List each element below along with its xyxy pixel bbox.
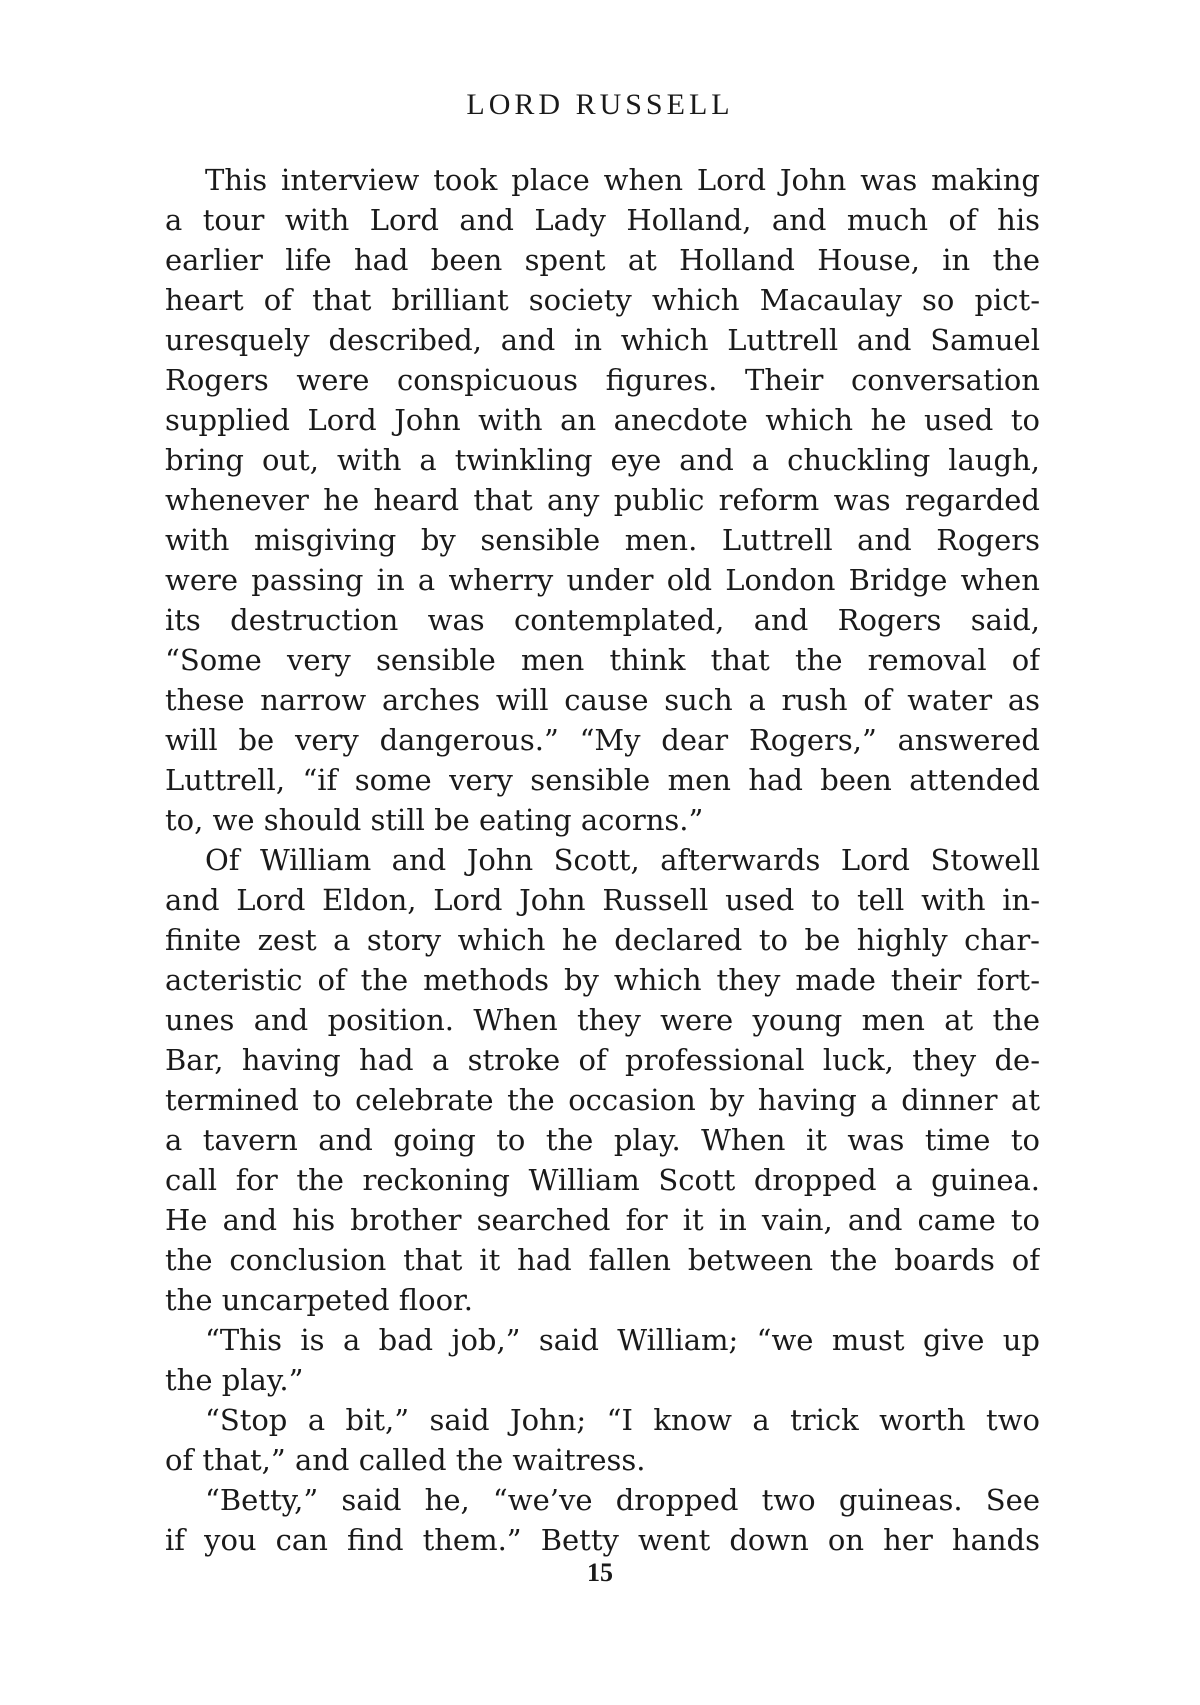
text-line: Of William and John Scott, afterwards Lord Stowell (205, 843, 1040, 877)
text-line: a tavern and going to the play. When it was time to (165, 1123, 1040, 1157)
paragraph-4 (165, 1400, 1040, 1480)
text-line: “Some very sensible men think that the removal of (165, 643, 1040, 677)
text-line: the uncarpeted floor. (165, 1283, 473, 1317)
page-number: 15 (587, 1558, 613, 1587)
text-line: with misgiving by sensible men. Luttrell and Rogers (165, 523, 1040, 557)
paragraph-3 (165, 1320, 1040, 1400)
text-line: of that,” and called the waitress. (165, 1443, 646, 1477)
text-line: a tour with Lord and Lady Holland, and much of his (165, 203, 1040, 237)
paragraph-1 (165, 160, 1040, 840)
text-line: “Betty,” said he, “we’ve dropped two guineas. See (205, 1483, 1040, 1517)
text-line: these narrow arches will cause such a rush of water as (165, 683, 1040, 717)
text-line: unes and position. When they were young men at the (165, 1003, 1040, 1037)
text-line: its destruction was contemplated, and Rogers said, (165, 603, 1040, 637)
text-line: will be very dangerous.” “My dear Rogers,” answered (165, 723, 1040, 757)
text-line: whenever he heard that any public reform was regarded (165, 483, 1040, 517)
text-line: call for the reckoning William Scott dropped a guinea. (165, 1163, 1040, 1197)
text-line: “This is a bad job,” said William; “we must give up (205, 1323, 1040, 1357)
text-line: to, we should still be eating acorns.” (165, 803, 704, 837)
paragraph-2 (165, 840, 1040, 1320)
text-line: the conclusion that it had fallen between the boards of (165, 1243, 1040, 1277)
text-line: termined to celebrate the occasion by having a dinner at (165, 1083, 1040, 1117)
text-line: Rogers were conspicuous figures. Their conversation (165, 363, 1040, 397)
running-title: LORD RUSSELL (466, 88, 734, 121)
text-line: were passing in a wherry under old London Bridge when (165, 563, 1040, 597)
text-line: Bar, having had a stroke of professional luck, they de- (165, 1043, 1040, 1077)
text-line: bring out, with a twinkling eye and a chuckling laugh, (165, 443, 1040, 477)
text-line: if you can find them.” Betty went down on her hands (165, 1523, 1040, 1557)
text-line: heart of that brilliant society which Macaulay so pict- (165, 283, 1040, 317)
text-line: the play.” (165, 1363, 304, 1397)
text-line: “Stop a bit,” said John; “I know a trick worth two (205, 1403, 1040, 1437)
text-line: uresquely described, and in which Luttrell and Samuel (165, 323, 1040, 357)
paragraph-5 (165, 1480, 1040, 1560)
text-line: This interview took place when Lord John was making (205, 163, 1040, 197)
body-text (165, 160, 1040, 1560)
text-line: supplied Lord John with an anecdote which he used to (165, 403, 1040, 437)
text-line: earlier life had been spent at Holland House, in the (165, 243, 1040, 277)
text-line: Luttrell, “if some very sensible men had been attended (165, 763, 1040, 797)
text-line: He and his brother searched for it in vain, and came to (165, 1203, 1040, 1237)
text-line: acteristic of the methods by which they made their fort- (165, 963, 1040, 997)
text-line: and Lord Eldon, Lord John Russell used to tell with in- (165, 883, 1040, 917)
text-line: finite zest a story which he declared to be highly char- (165, 923, 1040, 957)
